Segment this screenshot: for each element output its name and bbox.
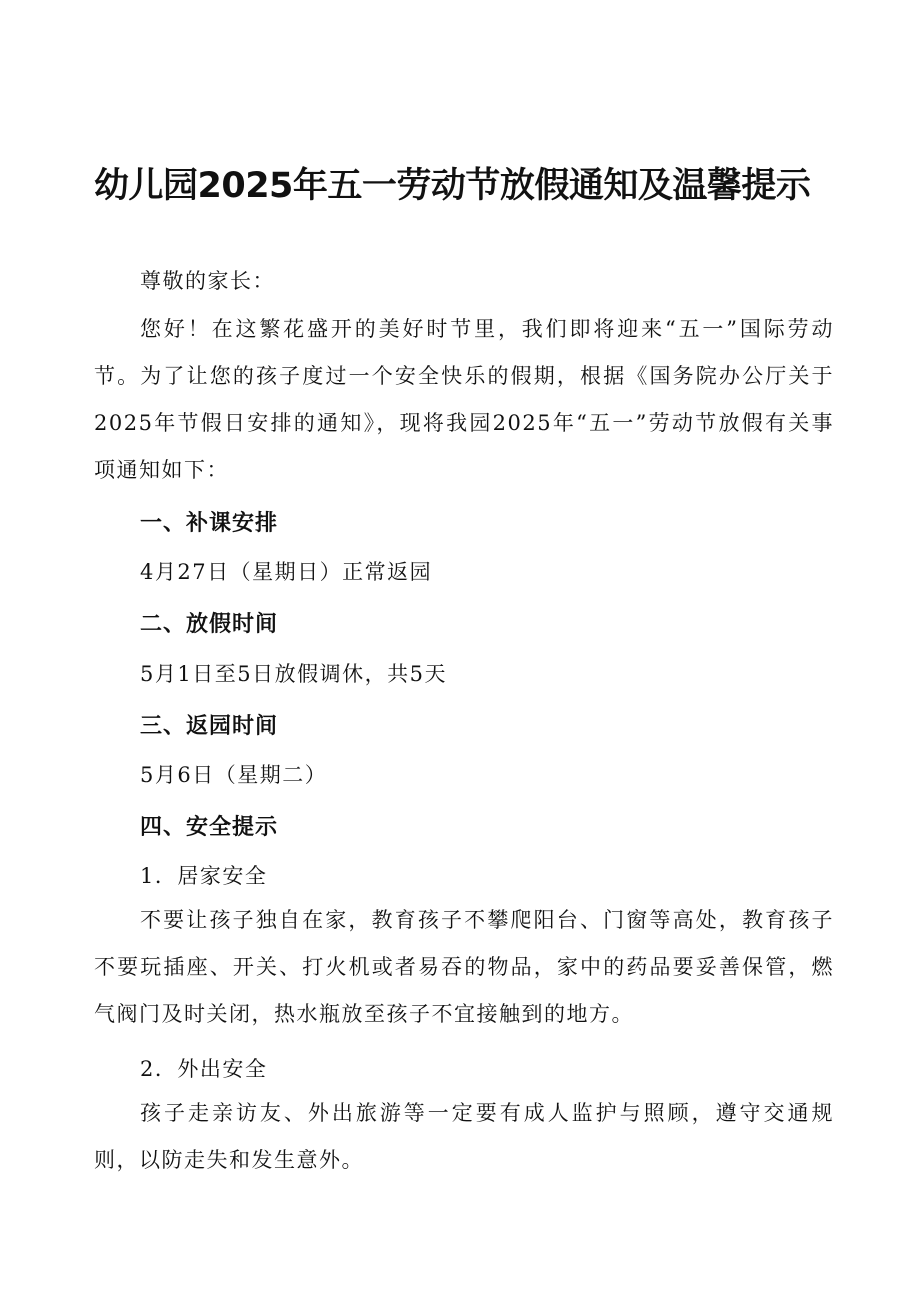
safety-item-text-outdoor: 孩子走亲访友、外出旅游等一定要有成人监护与照顾，遵守交通规则，以防走失和发生意外。 xyxy=(94,1101,834,1172)
section-heading-makeup-class: 一、补课安排 xyxy=(140,511,279,536)
section-heading-return-time: 三、返园时间 xyxy=(140,714,279,739)
safety-item-label-home: 1．居家安全 xyxy=(140,864,268,888)
section-heading-holiday-time: 二、放假时间 xyxy=(140,612,279,637)
section-content-makeup-class: 4月27日（星期日）正常返园 xyxy=(140,560,433,584)
document-title: 幼儿园2025年五一劳动节放假通知及温馨提示 xyxy=(94,166,811,206)
safety-item-text-home: 不要让孩子独自在家，教育孩子不攀爬阳台、门窗等高处，教育孩子不要玩插座、开关、打火机或者易吞的物品，家中的药品要妥善保管，燃气阀门及时关闭，热水瓶放至孩子不宜接触到的地方。 xyxy=(94,908,834,1026)
section-content-holiday-time: 5月1日至5日放假调休，共5天 xyxy=(140,662,447,686)
section-content-return-time: 5月6日（星期二） xyxy=(140,763,328,787)
intro-paragraph: 您好！在这繁花盛开的美好时节里，我们即将迎来“五一”国际劳动节。为了让您的孩子度过一个安全快乐的假期，根据《国务院办公厅关于2025年节假日安排的通知》，现将我园2025年“五一”劳动节放假有关事项通知如下： xyxy=(94,317,834,482)
safety-item-label-outdoor: 2．外出安全 xyxy=(140,1057,268,1081)
section-heading-safety-tips: 四、安全提示 xyxy=(140,815,279,840)
salutation: 尊敬的家长： xyxy=(140,269,275,293)
